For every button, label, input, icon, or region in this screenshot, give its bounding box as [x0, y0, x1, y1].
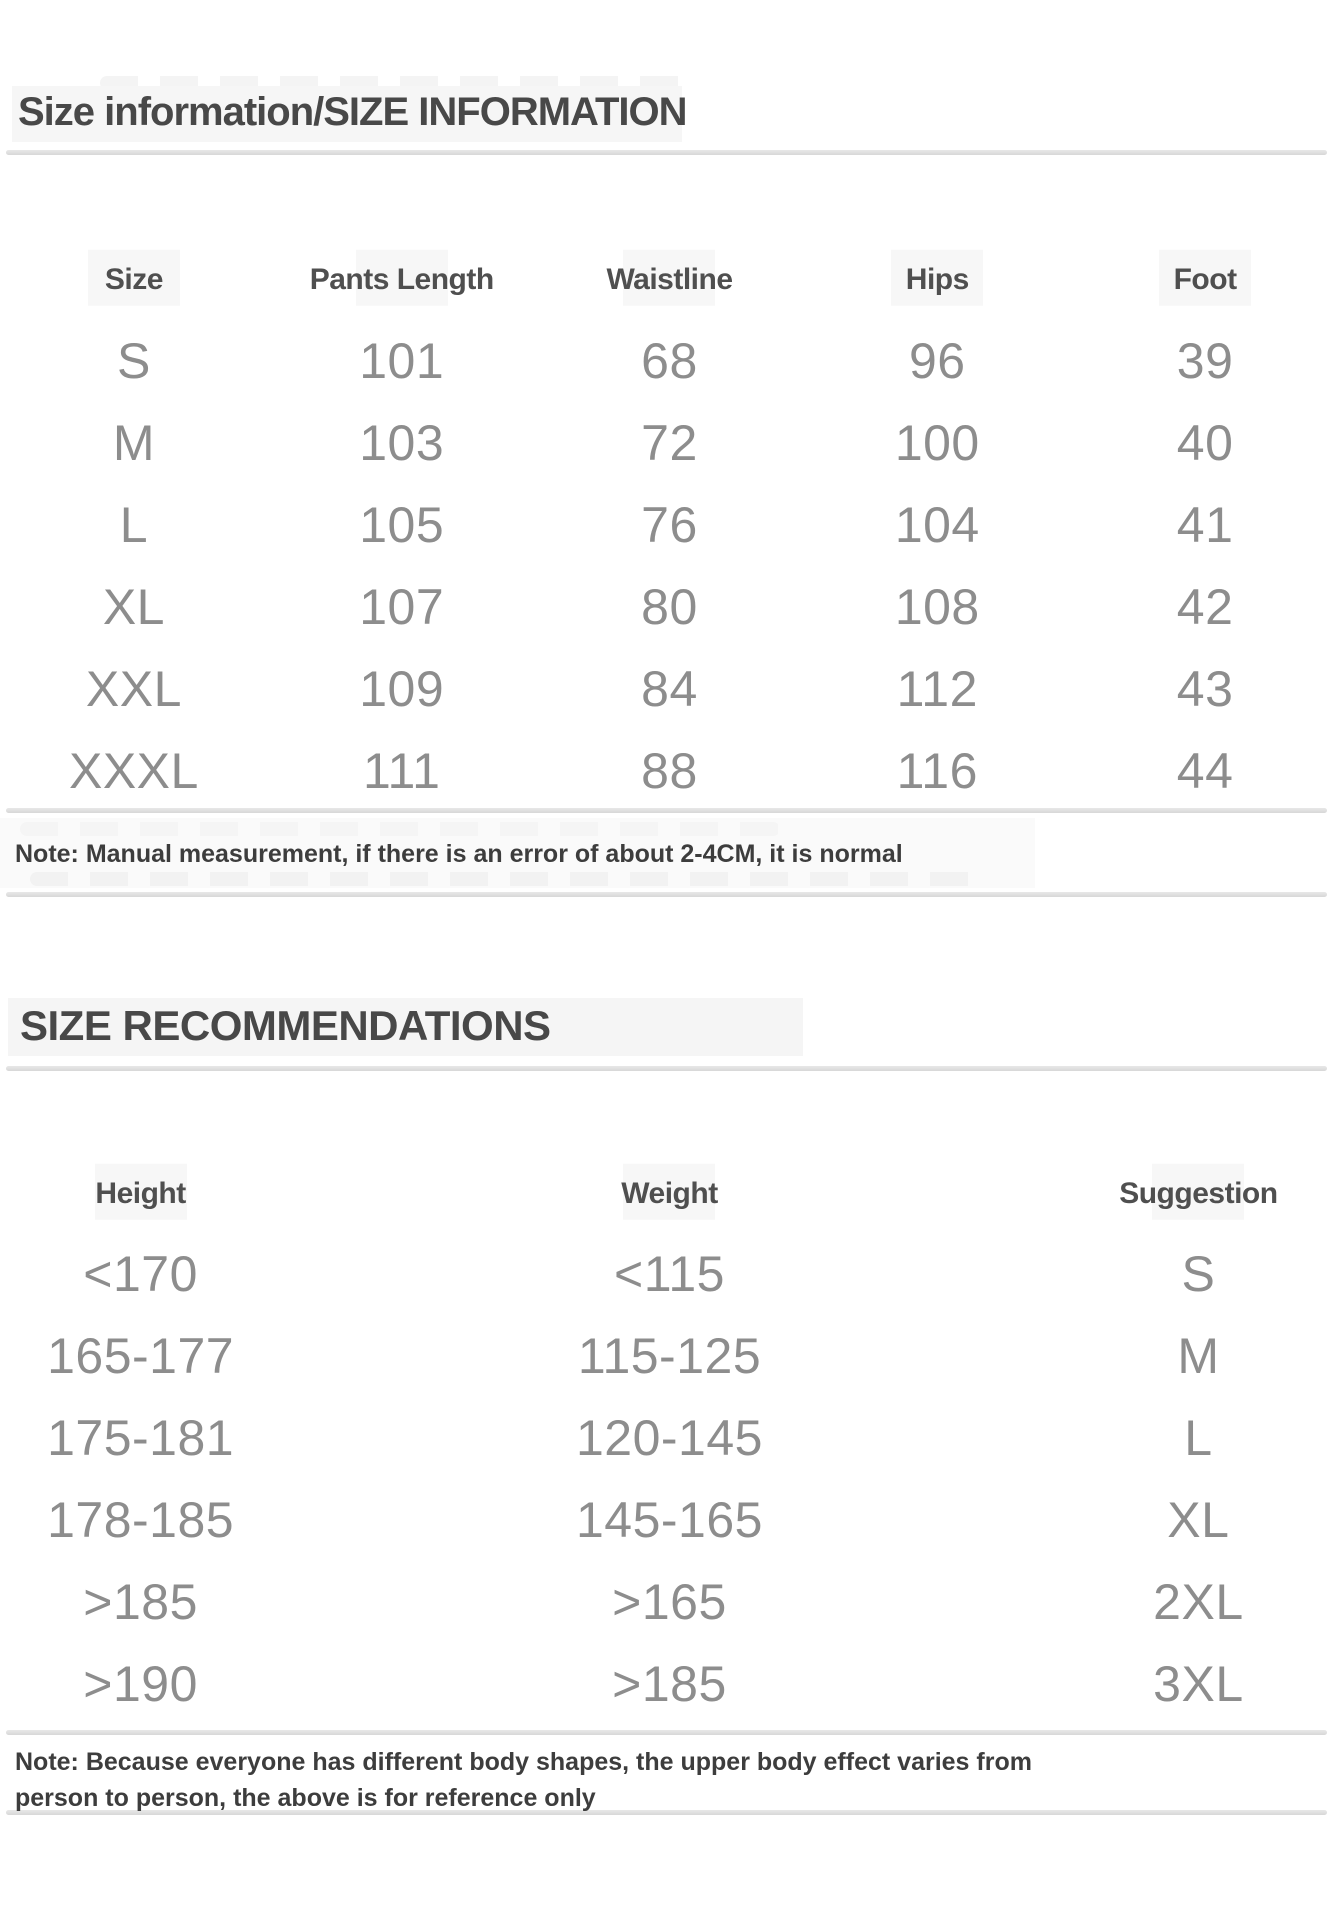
column-header-label: Waistline: [606, 263, 733, 296]
table-cell: 96: [908, 333, 966, 389]
table-row: [0, 1643, 1339, 1725]
table-cell: 101: [359, 333, 445, 389]
divider: [6, 1730, 1327, 1735]
size-table-body: [0, 320, 1339, 812]
column-header-label: Suggestion: [1119, 1177, 1278, 1210]
ghost-artifact: [30, 872, 990, 886]
table-cell: 115-125: [577, 1328, 762, 1384]
table-row: [0, 1233, 1339, 1315]
size-table: [0, 240, 1339, 812]
column-header-label: Weight: [621, 1177, 718, 1210]
divider: [6, 892, 1327, 897]
table-cell: 120-145: [575, 1410, 763, 1466]
column-header-label: Foot: [1173, 263, 1237, 296]
table-cell: 116: [896, 743, 978, 799]
table-cell: 100: [894, 415, 980, 471]
table-cell: 2XL: [1153, 1574, 1244, 1630]
table-cell: 84: [641, 661, 698, 717]
table-cell: 42: [1176, 579, 1234, 635]
table-cell: 3XL: [1153, 1656, 1244, 1712]
table-cell: 111: [362, 743, 441, 799]
table-cell: 112: [896, 661, 978, 717]
recommendation-table-header-row: [0, 1155, 1339, 1233]
table-row: [0, 1397, 1339, 1479]
table-cell: 76: [641, 497, 698, 553]
column-header-label: Height: [95, 1177, 186, 1210]
table-cell: <115: [614, 1246, 725, 1302]
table-cell: 109: [359, 661, 445, 717]
table-row: [0, 320, 1339, 402]
column-header-foot: [1071, 240, 1339, 320]
table-cell: 68: [641, 333, 698, 389]
table-cell: 178-185: [47, 1492, 235, 1548]
table-cell: 43: [1176, 661, 1234, 717]
column-header-pants-length: [268, 240, 536, 320]
column-header-label: Hips: [905, 263, 969, 296]
table-cell: >165: [612, 1574, 727, 1630]
table-cell: 175-181: [47, 1410, 235, 1466]
ghost-artifact: [20, 822, 780, 836]
recommendation-table-body: [0, 1233, 1339, 1725]
table-cell: XXXL: [68, 743, 199, 799]
table-row: [0, 402, 1339, 484]
table-cell: 108: [894, 579, 980, 635]
size-table-header-row: [0, 240, 1339, 320]
table-cell: 165-177: [47, 1328, 235, 1384]
table-cell: 105: [359, 497, 445, 553]
table-cell: L: [119, 497, 149, 553]
table-cell: 104: [894, 497, 980, 553]
table-row: [0, 1561, 1339, 1643]
table-cell: S: [116, 333, 151, 389]
divider: [6, 1066, 1327, 1071]
table-cell: >190: [83, 1656, 198, 1712]
table-cell: 44: [1176, 743, 1234, 799]
table-cell: 103: [359, 415, 445, 471]
table-cell: L: [1184, 1410, 1213, 1466]
measurement-note: Note: Manual measurement, if there is an error of about 2-4CM, it is normal: [15, 840, 903, 868]
table-cell: S: [1181, 1246, 1216, 1302]
table-cell: 88: [641, 743, 698, 799]
table-row: [0, 566, 1339, 648]
table-cell: >185: [83, 1574, 198, 1630]
table-row: [0, 730, 1339, 812]
table-cell: XL: [102, 579, 165, 635]
size-recommendations-title: SIZE RECOMMENDATIONS: [20, 1002, 551, 1049]
recommendation-table: [0, 1155, 1339, 1725]
table-cell: XL: [1167, 1492, 1230, 1548]
column-header-label: Size: [104, 263, 163, 296]
column-header-hips: [803, 240, 1071, 320]
column-header-weight: [281, 1155, 1058, 1233]
reference-note: Note: Because everyone has different body shapes, the upper body effect varies from person to person, the above is for reference only: [15, 1748, 1032, 1812]
table-cell: 39: [1176, 333, 1234, 389]
table-cell: 107: [359, 579, 445, 635]
column-header-label: Pants Length: [309, 263, 494, 296]
table-row: [0, 1479, 1339, 1561]
table-cell: 72: [641, 415, 698, 471]
table-cell: >185: [612, 1656, 727, 1712]
table-row: [0, 484, 1339, 566]
table-cell: 80: [641, 579, 698, 635]
table-cell: M: [112, 415, 155, 471]
size-info-title: Size information/SIZE INFORMATION: [18, 90, 687, 134]
table-cell: 41: [1176, 497, 1234, 553]
table-cell: <170: [83, 1246, 198, 1302]
column-header-height: [0, 1155, 281, 1233]
table-cell: 40: [1176, 415, 1234, 471]
column-header-waistline: [536, 240, 804, 320]
table-row: [0, 648, 1339, 730]
table-cell: XXL: [85, 661, 182, 717]
table-row: [0, 1315, 1339, 1397]
column-header-size: [0, 240, 268, 320]
column-header-suggestion: [1058, 1155, 1339, 1233]
table-cell: M: [1177, 1328, 1220, 1384]
table-cell: 145-165: [575, 1492, 763, 1548]
divider: [6, 150, 1327, 155]
